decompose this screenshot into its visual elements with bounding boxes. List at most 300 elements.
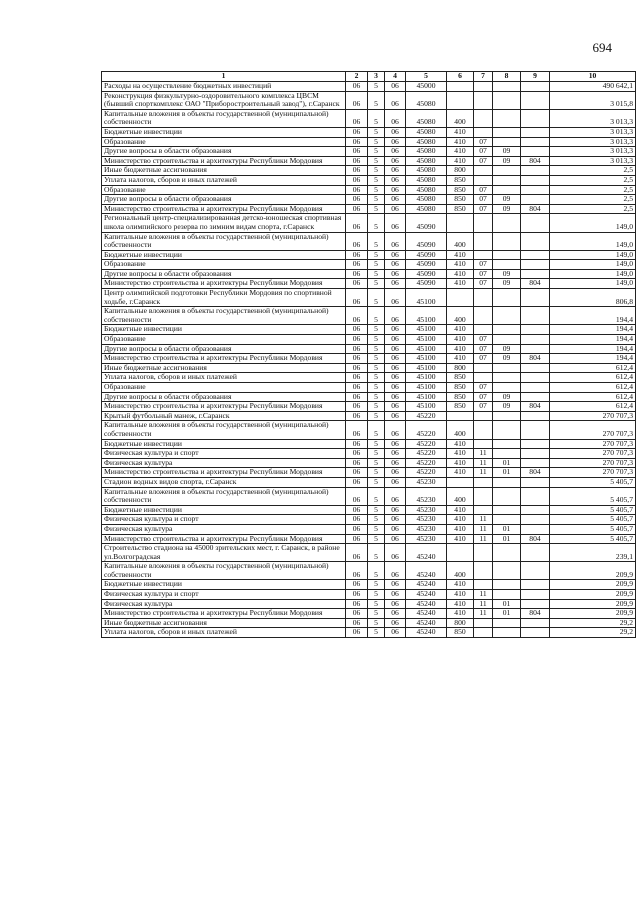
- row-label: Другие вопросы в области образования: [102, 269, 346, 279]
- table-row: [102, 599, 636, 609]
- row-cell: 06: [385, 392, 406, 402]
- row-cell: 06: [346, 260, 368, 270]
- row-label: Иные бюджетные ассигнования: [102, 166, 346, 176]
- row-label: Другие вопросы в области образования: [102, 392, 346, 402]
- row-cell: [493, 383, 521, 393]
- row-cell: 45080: [406, 127, 447, 137]
- row-cell: 07: [474, 137, 493, 147]
- column-header: 4: [385, 72, 406, 82]
- row-cell: 400: [447, 562, 474, 580]
- row-cell: 06: [385, 82, 406, 92]
- row-cell: 850: [447, 175, 474, 185]
- row-cell: 07: [474, 383, 493, 393]
- row-cell: [474, 307, 493, 325]
- row-cell: 06: [346, 335, 368, 345]
- row-cell: 5: [368, 185, 385, 195]
- row-cell: 5 405,7: [550, 487, 636, 505]
- row-cell: 06: [385, 137, 406, 147]
- row-cell: [474, 175, 493, 185]
- row-label: Уплата налогов, сборов и иных платежей: [102, 628, 346, 638]
- row-cell: [521, 82, 550, 92]
- table-row: [102, 166, 636, 176]
- row-cell: 45230: [406, 477, 447, 487]
- row-label: Другие вопросы в области образования: [102, 147, 346, 157]
- row-cell: 06: [346, 185, 368, 195]
- row-cell: 06: [346, 109, 368, 127]
- row-cell: 06: [346, 289, 368, 307]
- row-cell: [493, 544, 521, 562]
- row-label: Капитальные вложения в объекты государственной (муниципальной) собственности: [102, 562, 346, 580]
- row-cell: 194,4: [550, 307, 636, 325]
- table-row: [102, 156, 636, 166]
- row-cell: 5: [368, 458, 385, 468]
- row-cell: 410: [447, 515, 474, 525]
- row-cell: 3 015,8: [550, 91, 636, 109]
- row-cell: 410: [447, 156, 474, 166]
- row-cell: 5: [368, 156, 385, 166]
- row-cell: [474, 477, 493, 487]
- table-row: [102, 91, 636, 109]
- row-label: Расходы на осуществление бюджетных инвестиций: [102, 82, 346, 92]
- row-cell: 5 405,7: [550, 505, 636, 515]
- row-cell: 06: [385, 515, 406, 525]
- row-cell: [493, 363, 521, 373]
- row-cell: 06: [346, 82, 368, 92]
- row-label: Капитальные вложения в объекты государственной (муниципальной) собственности: [102, 232, 346, 250]
- row-cell: [521, 449, 550, 459]
- row-cell: 149,0: [550, 250, 636, 260]
- row-cell: 07: [474, 354, 493, 364]
- row-cell: 06: [385, 402, 406, 412]
- row-cell: 06: [346, 599, 368, 609]
- row-cell: 850: [447, 392, 474, 402]
- row-cell: 45230: [406, 515, 447, 525]
- row-cell: 270 707,3: [550, 439, 636, 449]
- row-cell: [521, 325, 550, 335]
- row-cell: 06: [385, 599, 406, 609]
- row-cell: 11: [474, 515, 493, 525]
- row-cell: 06: [385, 487, 406, 505]
- column-header: 3: [368, 72, 385, 82]
- column-header: 5: [406, 72, 447, 82]
- row-cell: [447, 289, 474, 307]
- row-cell: 5: [368, 325, 385, 335]
- row-cell: 06: [346, 307, 368, 325]
- row-cell: 06: [385, 214, 406, 232]
- row-cell: 06: [385, 269, 406, 279]
- row-cell: 45240: [406, 562, 447, 580]
- row-cell: 45100: [406, 354, 447, 364]
- table-row: [102, 383, 636, 393]
- header-row: [102, 72, 636, 82]
- row-cell: 800: [447, 166, 474, 176]
- budget-table: [101, 71, 636, 638]
- row-cell: 45100: [406, 325, 447, 335]
- row-label: Образование: [102, 185, 346, 195]
- row-label: Строительство стадиона на 45000 зрительских мест, г. Саранск, в районе ул.Волгоградская: [102, 544, 346, 562]
- row-label: Капитальные вложения в объекты государственной (муниципальной) собственности: [102, 421, 346, 439]
- row-cell: 45100: [406, 307, 447, 325]
- row-cell: 5: [368, 562, 385, 580]
- row-cell: 06: [346, 411, 368, 421]
- row-cell: 5: [368, 279, 385, 289]
- table-row: [102, 439, 636, 449]
- row-label: Региональный центр-специализированная детско-юношеская спортивная школа олимпийского резерва по зимним видам спорта, г.Саранск: [102, 214, 346, 232]
- row-cell: [493, 250, 521, 260]
- row-cell: 3 013,3: [550, 137, 636, 147]
- table-row: [102, 628, 636, 638]
- row-cell: 209,9: [550, 599, 636, 609]
- row-cell: 612,4: [550, 383, 636, 393]
- table-row: [102, 609, 636, 619]
- row-cell: 06: [346, 137, 368, 147]
- row-label: Министерство строительства и архитектуры Республики Мордовия: [102, 468, 346, 478]
- row-cell: 5: [368, 392, 385, 402]
- row-cell: 194,4: [550, 354, 636, 364]
- row-cell: [521, 250, 550, 260]
- row-cell: 5: [368, 524, 385, 534]
- row-cell: 5: [368, 544, 385, 562]
- row-cell: [493, 127, 521, 137]
- row-cell: [493, 214, 521, 232]
- table-row: [102, 260, 636, 270]
- row-cell: 45080: [406, 195, 447, 205]
- row-cell: 06: [385, 109, 406, 127]
- row-cell: 45000: [406, 82, 447, 92]
- table-row: [102, 289, 636, 307]
- row-cell: [521, 477, 550, 487]
- row-cell: [521, 289, 550, 307]
- row-cell: 06: [346, 279, 368, 289]
- row-label: Министерство строительства и архитектуры Республики Мордовия: [102, 279, 346, 289]
- row-cell: 01: [493, 534, 521, 544]
- table-row: [102, 250, 636, 260]
- row-cell: 06: [346, 204, 368, 214]
- row-cell: [493, 487, 521, 505]
- row-cell: 06: [385, 383, 406, 393]
- row-cell: [521, 439, 550, 449]
- row-cell: [474, 289, 493, 307]
- row-label: Министерство строительства и архитектуры Республики Мордовия: [102, 204, 346, 214]
- row-cell: 5: [368, 363, 385, 373]
- table-row: [102, 232, 636, 250]
- row-cell: 400: [447, 232, 474, 250]
- row-cell: 07: [474, 260, 493, 270]
- row-cell: [521, 544, 550, 562]
- table-row: [102, 82, 636, 92]
- table-row: [102, 534, 636, 544]
- row-cell: 06: [385, 468, 406, 478]
- table-row: [102, 524, 636, 534]
- row-cell: 5 405,7: [550, 477, 636, 487]
- row-cell: [447, 477, 474, 487]
- row-cell: 5: [368, 628, 385, 638]
- row-cell: 45100: [406, 383, 447, 393]
- row-cell: 804: [521, 468, 550, 478]
- row-cell: [447, 214, 474, 232]
- table-row: [102, 618, 636, 628]
- row-cell: [521, 166, 550, 176]
- row-cell: 45090: [406, 269, 447, 279]
- row-cell: [474, 109, 493, 127]
- row-cell: 45100: [406, 373, 447, 383]
- row-cell: 5 405,7: [550, 524, 636, 534]
- row-cell: 5: [368, 166, 385, 176]
- row-cell: 5: [368, 289, 385, 307]
- row-cell: 45240: [406, 618, 447, 628]
- table-row: [102, 214, 636, 232]
- row-cell: 45100: [406, 402, 447, 412]
- table-row: [102, 392, 636, 402]
- row-cell: 45080: [406, 166, 447, 176]
- row-cell: 209,9: [550, 609, 636, 619]
- row-label: Бюджетные инвестиции: [102, 505, 346, 515]
- row-cell: 06: [346, 628, 368, 638]
- row-cell: [521, 618, 550, 628]
- row-cell: 5: [368, 487, 385, 505]
- row-cell: 209,9: [550, 590, 636, 600]
- row-cell: 07: [474, 185, 493, 195]
- row-cell: 804: [521, 534, 550, 544]
- row-cell: 29,2: [550, 618, 636, 628]
- table-row: [102, 109, 636, 127]
- row-cell: [493, 477, 521, 487]
- row-cell: 612,4: [550, 363, 636, 373]
- row-cell: [474, 618, 493, 628]
- page-number: 694: [592, 40, 612, 55]
- row-label: Капитальные вложения в объекты государственной (муниципальной) собственности: [102, 307, 346, 325]
- row-cell: [493, 166, 521, 176]
- row-cell: 410: [447, 335, 474, 345]
- row-label: Образование: [102, 383, 346, 393]
- row-cell: 06: [385, 458, 406, 468]
- row-cell: 850: [447, 628, 474, 638]
- row-cell: 5: [368, 82, 385, 92]
- row-cell: 149,0: [550, 260, 636, 270]
- row-cell: 06: [346, 402, 368, 412]
- row-label: Бюджетные инвестиции: [102, 580, 346, 590]
- row-cell: [493, 439, 521, 449]
- row-cell: 5: [368, 373, 385, 383]
- row-cell: [493, 232, 521, 250]
- column-header: 8: [493, 72, 521, 82]
- row-cell: [521, 307, 550, 325]
- row-cell: 06: [385, 127, 406, 137]
- row-cell: 06: [346, 609, 368, 619]
- row-cell: 06: [346, 156, 368, 166]
- row-cell: 06: [385, 354, 406, 364]
- row-cell: 06: [346, 468, 368, 478]
- row-cell: 270 707,3: [550, 458, 636, 468]
- row-label: Министерство строительства и архитектуры Республики Мордовия: [102, 609, 346, 619]
- row-cell: 5: [368, 599, 385, 609]
- row-cell: 06: [346, 590, 368, 600]
- row-label: Образование: [102, 137, 346, 147]
- table-row: [102, 185, 636, 195]
- row-cell: 400: [447, 109, 474, 127]
- row-cell: 45080: [406, 137, 447, 147]
- row-cell: 09: [493, 204, 521, 214]
- row-cell: 850: [447, 402, 474, 412]
- row-cell: 06: [385, 411, 406, 421]
- row-cell: 06: [346, 269, 368, 279]
- row-label: Физическая культура и спорт: [102, 449, 346, 459]
- row-cell: 06: [385, 544, 406, 562]
- row-cell: [447, 544, 474, 562]
- row-cell: 06: [346, 515, 368, 525]
- row-cell: 45240: [406, 580, 447, 590]
- row-cell: 804: [521, 402, 550, 412]
- row-cell: 45100: [406, 335, 447, 345]
- row-cell: 45090: [406, 250, 447, 260]
- row-cell: 11: [474, 590, 493, 600]
- row-cell: 06: [385, 91, 406, 109]
- row-cell: 149,0: [550, 232, 636, 250]
- row-cell: 45220: [406, 449, 447, 459]
- row-label: Физическая культура: [102, 458, 346, 468]
- row-label: Уплата налогов, сборов и иных платежей: [102, 175, 346, 185]
- row-label: Капитальные вложения в объекты государственной (муниципальной) собственности: [102, 109, 346, 127]
- row-cell: [521, 363, 550, 373]
- row-cell: 06: [385, 344, 406, 354]
- row-cell: [474, 411, 493, 421]
- row-label: Бюджетные инвестиции: [102, 439, 346, 449]
- row-label: Другие вопросы в области образования: [102, 344, 346, 354]
- row-cell: 06: [385, 166, 406, 176]
- row-label: Бюджетные инвестиции: [102, 325, 346, 335]
- row-cell: 410: [447, 260, 474, 270]
- row-cell: 06: [346, 458, 368, 468]
- row-cell: 45090: [406, 260, 447, 270]
- row-cell: 29,2: [550, 628, 636, 638]
- row-cell: 5: [368, 147, 385, 157]
- row-cell: 410: [447, 580, 474, 590]
- row-label: Капитальные вложения в объекты государственной (муниципальной) собственности: [102, 487, 346, 505]
- row-cell: 410: [447, 468, 474, 478]
- row-cell: 270 707,3: [550, 421, 636, 439]
- row-cell: [474, 82, 493, 92]
- row-cell: 850: [447, 204, 474, 214]
- row-cell: 5: [368, 477, 385, 487]
- row-cell: [493, 515, 521, 525]
- table-row: [102, 515, 636, 525]
- row-cell: [521, 185, 550, 195]
- row-cell: 06: [346, 524, 368, 534]
- row-cell: 09: [493, 279, 521, 289]
- table-row: [102, 421, 636, 439]
- row-cell: [474, 487, 493, 505]
- row-cell: 5 405,7: [550, 515, 636, 525]
- row-cell: [474, 214, 493, 232]
- row-cell: 45100: [406, 392, 447, 402]
- row-cell: 612,4: [550, 402, 636, 412]
- row-cell: 410: [447, 250, 474, 260]
- row-cell: 09: [493, 344, 521, 354]
- row-label: Крытый футбольный манеж, г.Саранск: [102, 411, 346, 421]
- row-cell: 5: [368, 260, 385, 270]
- row-cell: [447, 411, 474, 421]
- row-cell: 800: [447, 618, 474, 628]
- row-cell: 06: [385, 279, 406, 289]
- row-cell: 06: [385, 618, 406, 628]
- row-cell: 06: [385, 439, 406, 449]
- row-cell: [493, 260, 521, 270]
- row-cell: 45080: [406, 91, 447, 109]
- row-cell: 11: [474, 534, 493, 544]
- row-cell: 5: [368, 468, 385, 478]
- column-header: 7: [474, 72, 493, 82]
- row-cell: 11: [474, 458, 493, 468]
- row-cell: 410: [447, 458, 474, 468]
- row-cell: 5: [368, 411, 385, 421]
- row-cell: 06: [385, 175, 406, 185]
- row-cell: 06: [346, 580, 368, 590]
- row-cell: [493, 411, 521, 421]
- row-cell: 850: [447, 383, 474, 393]
- row-cell: 400: [447, 307, 474, 325]
- row-cell: 06: [346, 214, 368, 232]
- row-cell: [493, 307, 521, 325]
- row-cell: 09: [493, 195, 521, 205]
- row-cell: 45220: [406, 458, 447, 468]
- row-cell: 410: [447, 524, 474, 534]
- table-row: [102, 363, 636, 373]
- row-cell: 410: [447, 344, 474, 354]
- row-cell: 45230: [406, 505, 447, 515]
- row-cell: 270 707,3: [550, 411, 636, 421]
- table-row: [102, 449, 636, 459]
- row-cell: 06: [385, 363, 406, 373]
- row-cell: 06: [385, 250, 406, 260]
- row-cell: 06: [346, 91, 368, 109]
- table-row: [102, 468, 636, 478]
- row-cell: [521, 109, 550, 127]
- row-cell: [493, 562, 521, 580]
- table-row: [102, 279, 636, 289]
- column-header: 2: [346, 72, 368, 82]
- row-cell: [474, 166, 493, 176]
- row-cell: 5: [368, 402, 385, 412]
- row-cell: 45230: [406, 487, 447, 505]
- row-cell: 5: [368, 421, 385, 439]
- row-cell: 45220: [406, 411, 447, 421]
- row-cell: 07: [474, 344, 493, 354]
- row-cell: 06: [385, 628, 406, 638]
- row-cell: 06: [385, 421, 406, 439]
- row-label: Физическая культура и спорт: [102, 515, 346, 525]
- table-row: [102, 477, 636, 487]
- row-cell: 5: [368, 232, 385, 250]
- row-cell: 850: [447, 373, 474, 383]
- row-cell: 09: [493, 147, 521, 157]
- row-cell: 06: [346, 232, 368, 250]
- row-cell: 45080: [406, 204, 447, 214]
- row-cell: [493, 580, 521, 590]
- row-cell: [474, 127, 493, 137]
- row-cell: 45240: [406, 609, 447, 619]
- row-cell: 5: [368, 195, 385, 205]
- row-cell: 5: [368, 269, 385, 279]
- row-cell: 06: [385, 609, 406, 619]
- row-cell: 06: [346, 618, 368, 628]
- row-cell: 06: [385, 477, 406, 487]
- row-cell: 06: [346, 383, 368, 393]
- row-cell: 06: [385, 524, 406, 534]
- row-cell: 11: [474, 449, 493, 459]
- table-row: [102, 204, 636, 214]
- row-cell: 5: [368, 354, 385, 364]
- row-cell: 45240: [406, 544, 447, 562]
